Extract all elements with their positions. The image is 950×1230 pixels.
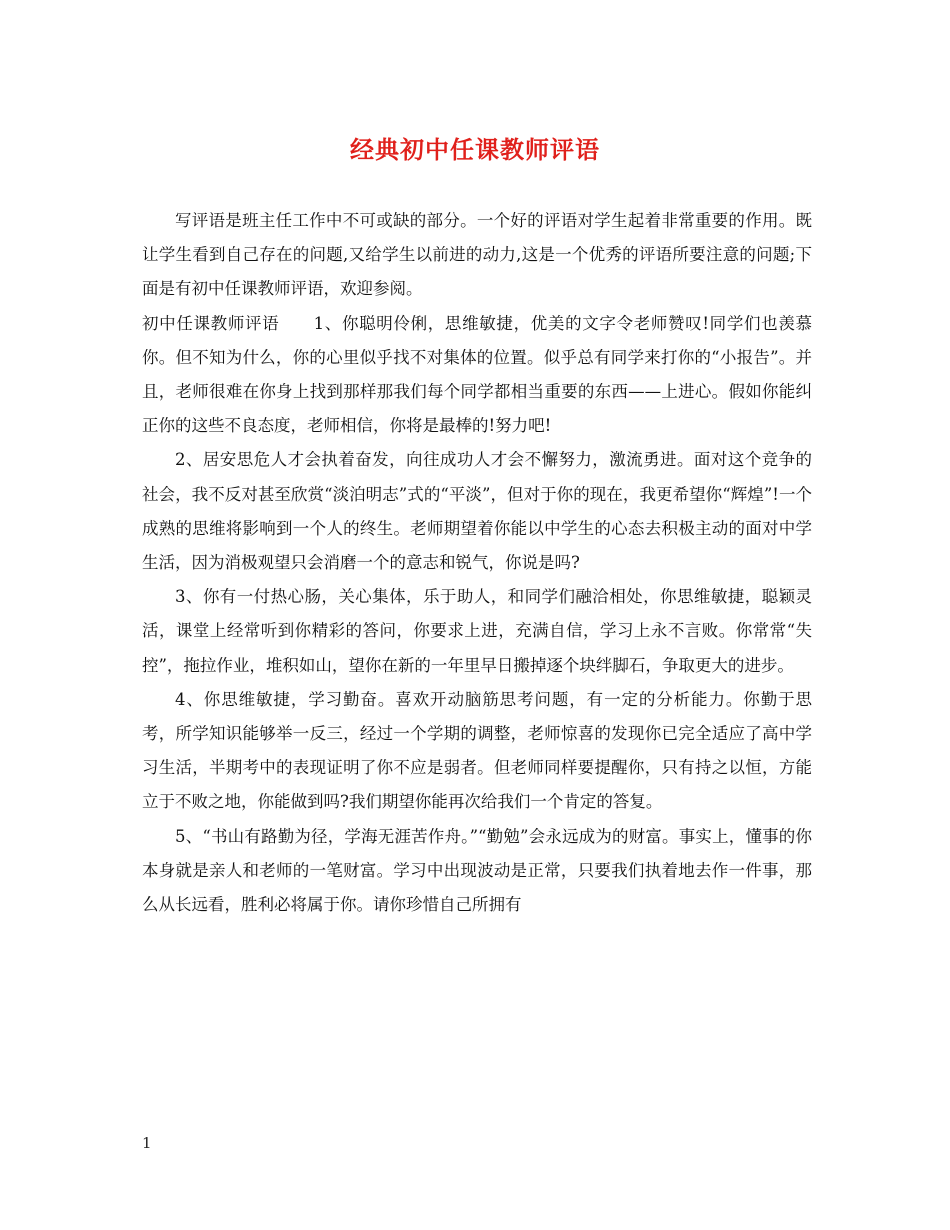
document-title: 经典初中任课教师评语 (350, 135, 600, 164)
comment-paragraph-4: 4、你思维敏捷，学习勤奋。喜欢开动脑筋思考问题，有一定的分析能力。你勤于思考，所学知识能够举一反三，经过一个学期的调整，老师惊喜的发现你已完全适应了高中学习生活，半期考中的表现证明了你不应是弱者。但老师同样要提醒你，只有持之以恒，方能立于不败之地，你能做到吗?我们期望你能再次给我们一个肯定的答复。 (142, 689, 812, 812)
intro-paragraph: 写评语是班主任工作中不可或缺的部分。一个好的评语对学生起着非常重要的作用。既让学生看到自己存在的问题,又给学生以前进的动力,这是一个优秀的评语所要注意的问题;下面是有初中任课教师评语，欢迎参阅。 (142, 211, 812, 299)
page-number: 1 (142, 1134, 152, 1152)
comment-paragraph-3: 3、你有一付热心肠，关心集体，乐于助人，和同学们融洽相处，你思维敏捷，聪颖灵活，课堂上经常听到你精彩的答问，你要求上进，充满自信，学习上永不言败。你常常“失控”，拖拉作业，堆积如山，望你在新的一年里早日搬掉逐个块绊脚石，争取更大的进步。 (142, 587, 812, 675)
comment-paragraph-1: 初中任课教师评语 1、你聪明伶俐，思维敏捷，优美的文字令老师赞叹!同学们也羡慕你。但不知为什么，你的心里似乎找不对集体的位置。似乎总有同学来打你的“小报告”。并且，老师很难在你身上找到那样那我们每个同学都相当重要的东西——上进心。假如你能纠正你的这些不良态度，老师相信，你将是最棒的!努力吧! (142, 313, 812, 436)
comment-paragraph-2: 2、居安思危人才会执着奋发，向往成功人才会不懈努力，激流勇进。面对这个竞争的社会，我不反对甚至欣赏“淡泊明志”式的“平淡”，但对于你的现在，我更希望你“辉煌”!一个成熟的思维将影响到一个人的终生。老师期望着你能以中学生的心态去积极主动的面对中学生活，因为消极观望只会消磨一个的意志和锐气，你说是吗? (142, 450, 812, 573)
document-body (142, 204, 812, 922)
comment-paragraph-5: 5、“书山有路勤为径，学海无涯苦作舟。”“勤勉”会永远成为的财富。事实上，懂事的你本身就是亲人和老师的一笔财富。学习中出现波动是正常，只要我们执着地去作一件事，那么从长远看，胜利必将属于你。请你珍惜自己所拥有 (142, 826, 812, 915)
